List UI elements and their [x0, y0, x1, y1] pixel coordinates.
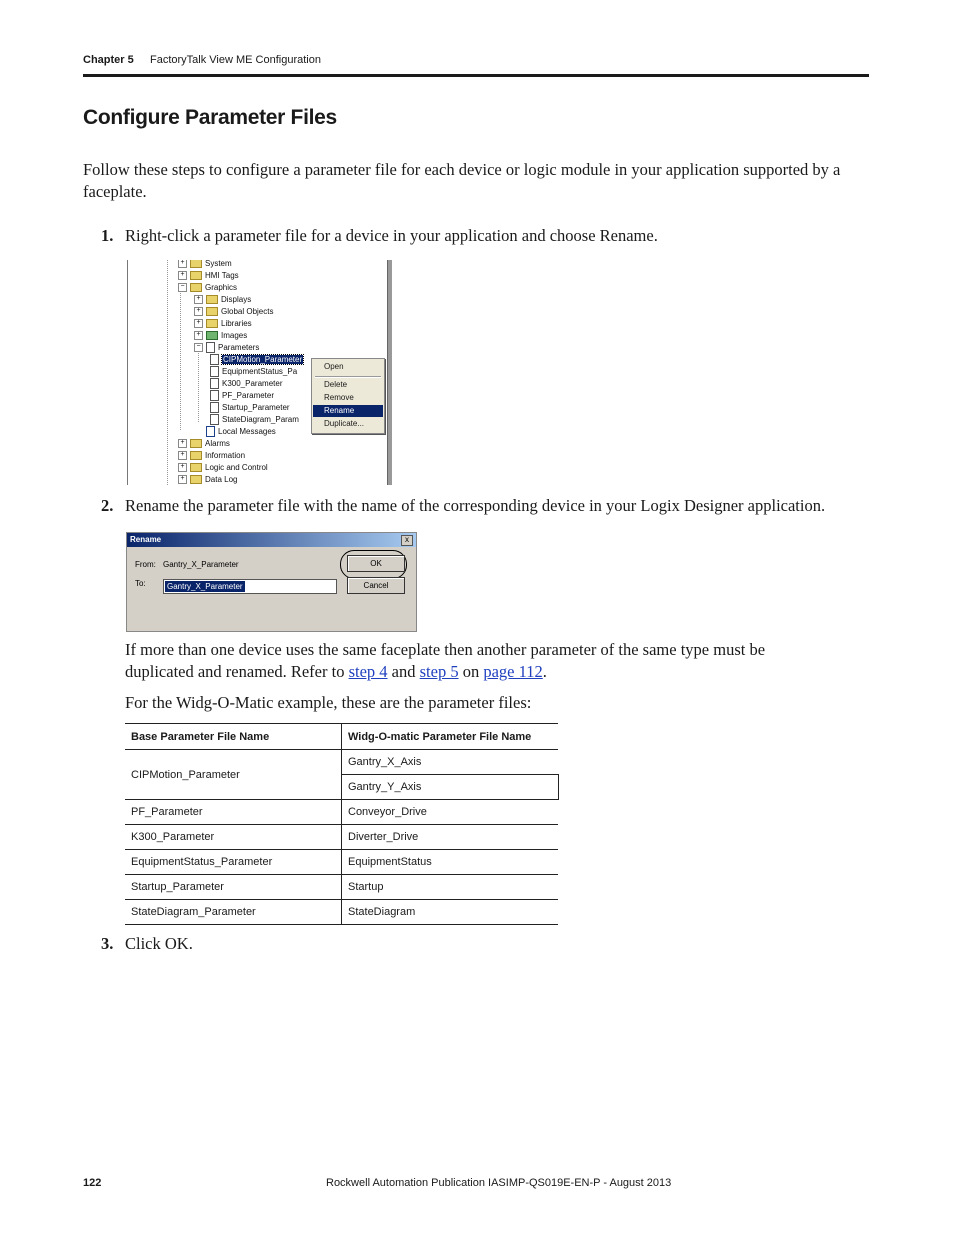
- tree-item[interactable]: EquipmentStatus_Pa: [210, 366, 297, 378]
- step-3: [101, 933, 401, 955]
- table-row: [125, 800, 558, 825]
- tree-item[interactable]: − Graphics: [178, 282, 237, 294]
- table-row: [125, 900, 558, 925]
- step-1: [101, 225, 873, 247]
- widg-cell: Diverter_Drive: [342, 825, 559, 850]
- link-step-4[interactable]: step 4: [348, 662, 388, 681]
- tree-item[interactable]: StateDiagram_Param: [210, 414, 299, 426]
- file-icon: [210, 402, 219, 413]
- tree-item[interactable]: + Alarms: [178, 438, 230, 450]
- step-number: 3.: [101, 934, 114, 953]
- file-icon: [210, 414, 219, 425]
- folder-icon: [190, 463, 202, 472]
- cancel-button[interactable]: Cancel: [347, 577, 405, 594]
- tree-item[interactable]: + Data Log: [178, 474, 237, 485]
- folder-icon: [190, 283, 202, 292]
- step-text: Rename the parameter file with the name of the corresponding device in your Logix Designer application.: [125, 496, 826, 515]
- table-row: [125, 875, 558, 900]
- tree-item[interactable]: − Parameters: [194, 342, 259, 354]
- folder-icon: [206, 319, 218, 328]
- link-step-5[interactable]: step 5: [419, 662, 459, 681]
- header-rule: [83, 74, 869, 77]
- menu-item-open[interactable]: Open: [324, 362, 344, 371]
- from-label: From:: [135, 560, 156, 569]
- dialog-title: Rename: [127, 533, 416, 547]
- base-cell: StateDiagram_Parameter: [125, 900, 342, 925]
- file-icon: [210, 354, 219, 365]
- chapter-label: Chapter 5: [83, 54, 134, 66]
- folder-icon: [206, 295, 218, 304]
- tree-item[interactable]: K300_Parameter: [210, 378, 282, 390]
- folder-icon: [190, 271, 202, 280]
- folder-icon: [190, 260, 202, 268]
- link-page-112[interactable]: page 112: [483, 662, 543, 681]
- menu-item-duplicate[interactable]: Duplicate...: [324, 419, 365, 428]
- menu-item-delete[interactable]: Delete: [324, 380, 348, 389]
- menu-item-rename[interactable]: Rename: [313, 405, 383, 417]
- table-row: [125, 825, 558, 850]
- tree-item[interactable]: + Libraries: [194, 318, 252, 330]
- step-number: 1.: [101, 226, 114, 245]
- folder-icon: [190, 475, 202, 484]
- to-input-value: Gantry_X_Parameter: [167, 582, 243, 591]
- tree-item-selected[interactable]: CIPMotion_Parameter: [210, 354, 303, 366]
- widg-cell: Startup: [342, 875, 559, 900]
- widg-cell: Conveyor_Drive: [342, 800, 559, 825]
- step-text: Right-click a parameter file for a device in your application and choose Rename.: [125, 226, 658, 245]
- step-text: Click OK.: [125, 934, 193, 953]
- file-icon: [210, 366, 219, 377]
- file-icon: [210, 378, 219, 389]
- widg-cell: Gantry_X_Axis: [342, 750, 559, 775]
- column-header-base: Base Parameter File Name: [125, 724, 342, 750]
- tree-item[interactable]: Startup_Parameter: [210, 402, 290, 414]
- example-intro: For the Widg-O-Matic example, these are the parameter files:: [125, 693, 532, 712]
- widg-cell: Gantry_Y_Axis: [342, 775, 559, 800]
- tree-item[interactable]: Local Messages: [194, 426, 276, 438]
- file-icon: [210, 390, 219, 401]
- menu-item-remove[interactable]: Remove: [324, 393, 354, 402]
- base-cell: CIPMotion_Parameter: [125, 750, 342, 800]
- table-row: [125, 850, 558, 875]
- step-number: 2.: [101, 496, 114, 515]
- ok-button[interactable]: OK: [347, 555, 405, 572]
- widg-cell: EquipmentStatus: [342, 850, 559, 875]
- table-row: [125, 750, 558, 775]
- publication-info: Rockwell Automation Publication IASIMP-QS019E-EN-P - August 2013: [326, 1177, 672, 1189]
- tree-item[interactable]: + HMI Tags: [178, 270, 239, 282]
- context-menu: [311, 358, 385, 434]
- folder-icon: [190, 451, 202, 460]
- tree-item[interactable]: + System: [178, 260, 232, 270]
- section-title: Configure Parameter Files: [83, 106, 337, 129]
- tree-item[interactable]: + Information: [178, 450, 245, 462]
- tree-item[interactable]: + Images: [194, 330, 247, 342]
- base-cell: EquipmentStatus_Parameter: [125, 850, 342, 875]
- images-icon: [206, 331, 218, 340]
- tree-item[interactable]: PF_Parameter: [210, 390, 274, 402]
- parameter-files-table: [125, 723, 559, 925]
- tree-item[interactable]: + Logic and Control: [178, 462, 268, 474]
- page-number: 122: [83, 1177, 102, 1189]
- column-header-widg: Widg-O-matic Parameter File Name: [342, 724, 559, 750]
- duplicate-note: If more than one device uses the same faceplate then another parameter of the same type must be duplicated and renamed. Refer to step 4 and step 5 on page 112.: [125, 640, 766, 681]
- rename-dialog: [126, 532, 417, 632]
- tree-scrollbar[interactable]: [387, 260, 392, 485]
- step-2: [101, 495, 873, 517]
- folder-icon: [206, 307, 218, 316]
- widg-cell: StateDiagram: [342, 900, 559, 925]
- chapter-title: FactoryTalk View ME Configuration: [150, 54, 321, 66]
- to-input[interactable]: [163, 579, 337, 594]
- base-cell: K300_Parameter: [125, 825, 342, 850]
- to-label: To:: [135, 579, 146, 588]
- parameters-icon: [206, 342, 215, 353]
- close-icon[interactable]: x: [401, 535, 413, 546]
- tree-item[interactable]: + Global Objects: [194, 306, 273, 318]
- messages-icon: [206, 426, 215, 437]
- from-value: Gantry_X_Parameter: [163, 560, 239, 569]
- base-cell: PF_Parameter: [125, 800, 342, 825]
- folder-icon: [190, 439, 202, 448]
- tree-item[interactable]: + Displays: [194, 294, 251, 306]
- base-cell: Startup_Parameter: [125, 875, 342, 900]
- intro-paragraph: Follow these steps to configure a parameter file for each device or logic module in your application supported by a faceplate.: [83, 160, 841, 201]
